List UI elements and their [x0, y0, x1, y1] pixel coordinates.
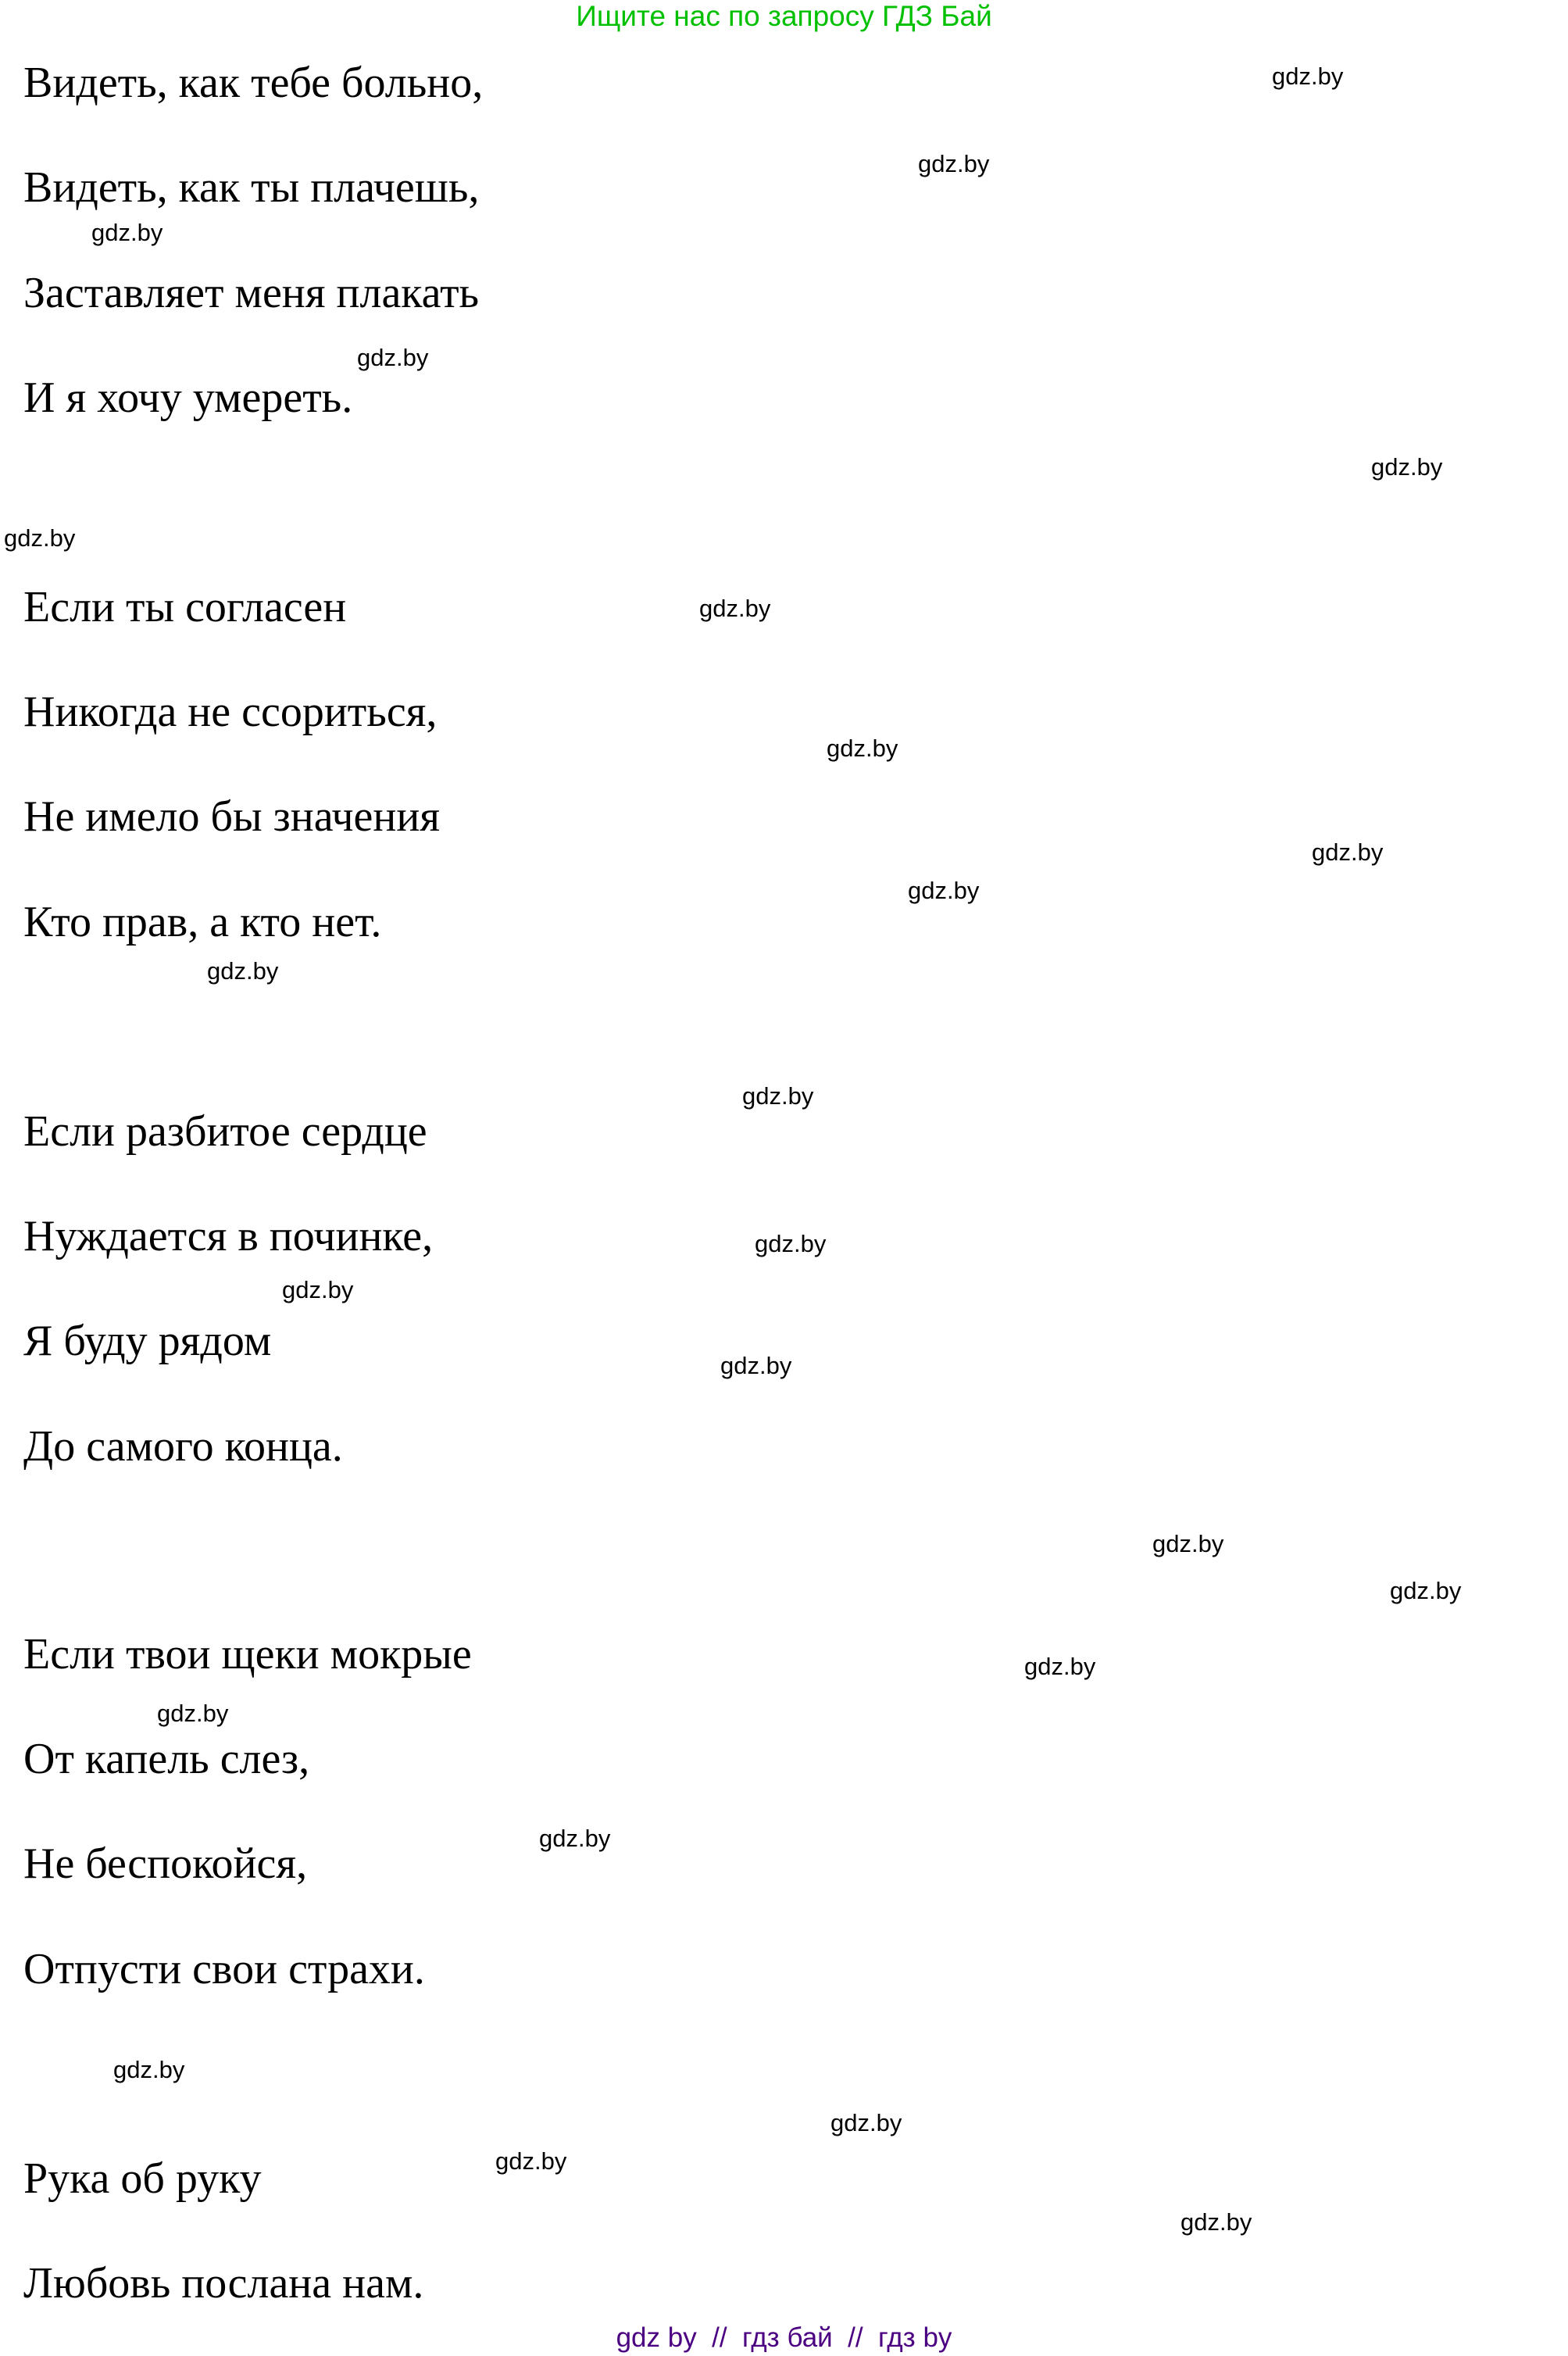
watermark: gdz.by [1024, 1653, 1096, 1680]
watermark: gdz.by [742, 1082, 814, 1110]
poem-line: Я буду рядом [23, 1317, 272, 1365]
poem-line: Нуждается в починке, [23, 1212, 434, 1260]
poem-line: Рука об руку [23, 2154, 262, 2203]
poem-line: Видеть, как тебе больно, [23, 59, 484, 107]
watermark: gdz.by [827, 735, 898, 762]
poem-line: Не беспокойся, [23, 1839, 308, 1888]
poem-line: Любовь послана нам. [23, 2259, 424, 2308]
watermark: gdz.by [282, 1276, 354, 1303]
watermark: gdz.by [539, 1825, 611, 1852]
poem-line: До самого конца. [23, 1422, 343, 1471]
watermark: gdz.by [699, 595, 771, 622]
poem-line: Если ты согласен [23, 583, 347, 631]
watermark: gdz.by [91, 219, 163, 246]
watermark: gdz.by [157, 1700, 229, 1727]
watermark: gdz.by [830, 2109, 902, 2136]
poem-line: Отпусти свои страхи. [23, 1945, 425, 1993]
poem-line: Кто прав, а кто нет. [23, 898, 382, 946]
watermark: gdz.by [1180, 2208, 1252, 2236]
watermark: gdz.by [4, 524, 76, 552]
poem-line: Если разбитое сердце [23, 1107, 427, 1156]
watermark: gdz.by [1371, 453, 1443, 481]
watermark: gdz.by [1390, 1577, 1462, 1604]
watermark: gdz.by [113, 2056, 185, 2083]
poem-line: Видеть, как ты плачешь, [23, 163, 480, 212]
header-banner: Ищите нас по запросу ГДЗ Бай [576, 0, 992, 32]
watermark: gdz.by [908, 877, 980, 904]
watermark: gdz.by [495, 2147, 567, 2175]
watermark: gdz.by [207, 957, 279, 985]
watermark: gdz.by [1312, 838, 1384, 866]
poem-line: От капель слез, [23, 1735, 310, 1783]
poem-line: И я хочу умереть. [23, 374, 353, 422]
poem-line: Заставляет меня плакать [23, 269, 480, 317]
poem-line: Никогда не ссориться, [23, 688, 438, 736]
watermark: gdz.by [1152, 1530, 1224, 1557]
poem-line: Не имело бы значения [23, 792, 441, 841]
watermark: gdz.by [755, 1230, 827, 1257]
watermark: gdz.by [1272, 63, 1344, 90]
poem-line: Если твои щеки мокрые [23, 1630, 472, 1679]
footer-links: gdz by // гдз бай // гдз by [616, 2322, 952, 2353]
watermark: gdz.by [357, 344, 429, 371]
watermark: gdz.by [918, 150, 990, 177]
watermark: gdz.by [720, 1352, 792, 1379]
